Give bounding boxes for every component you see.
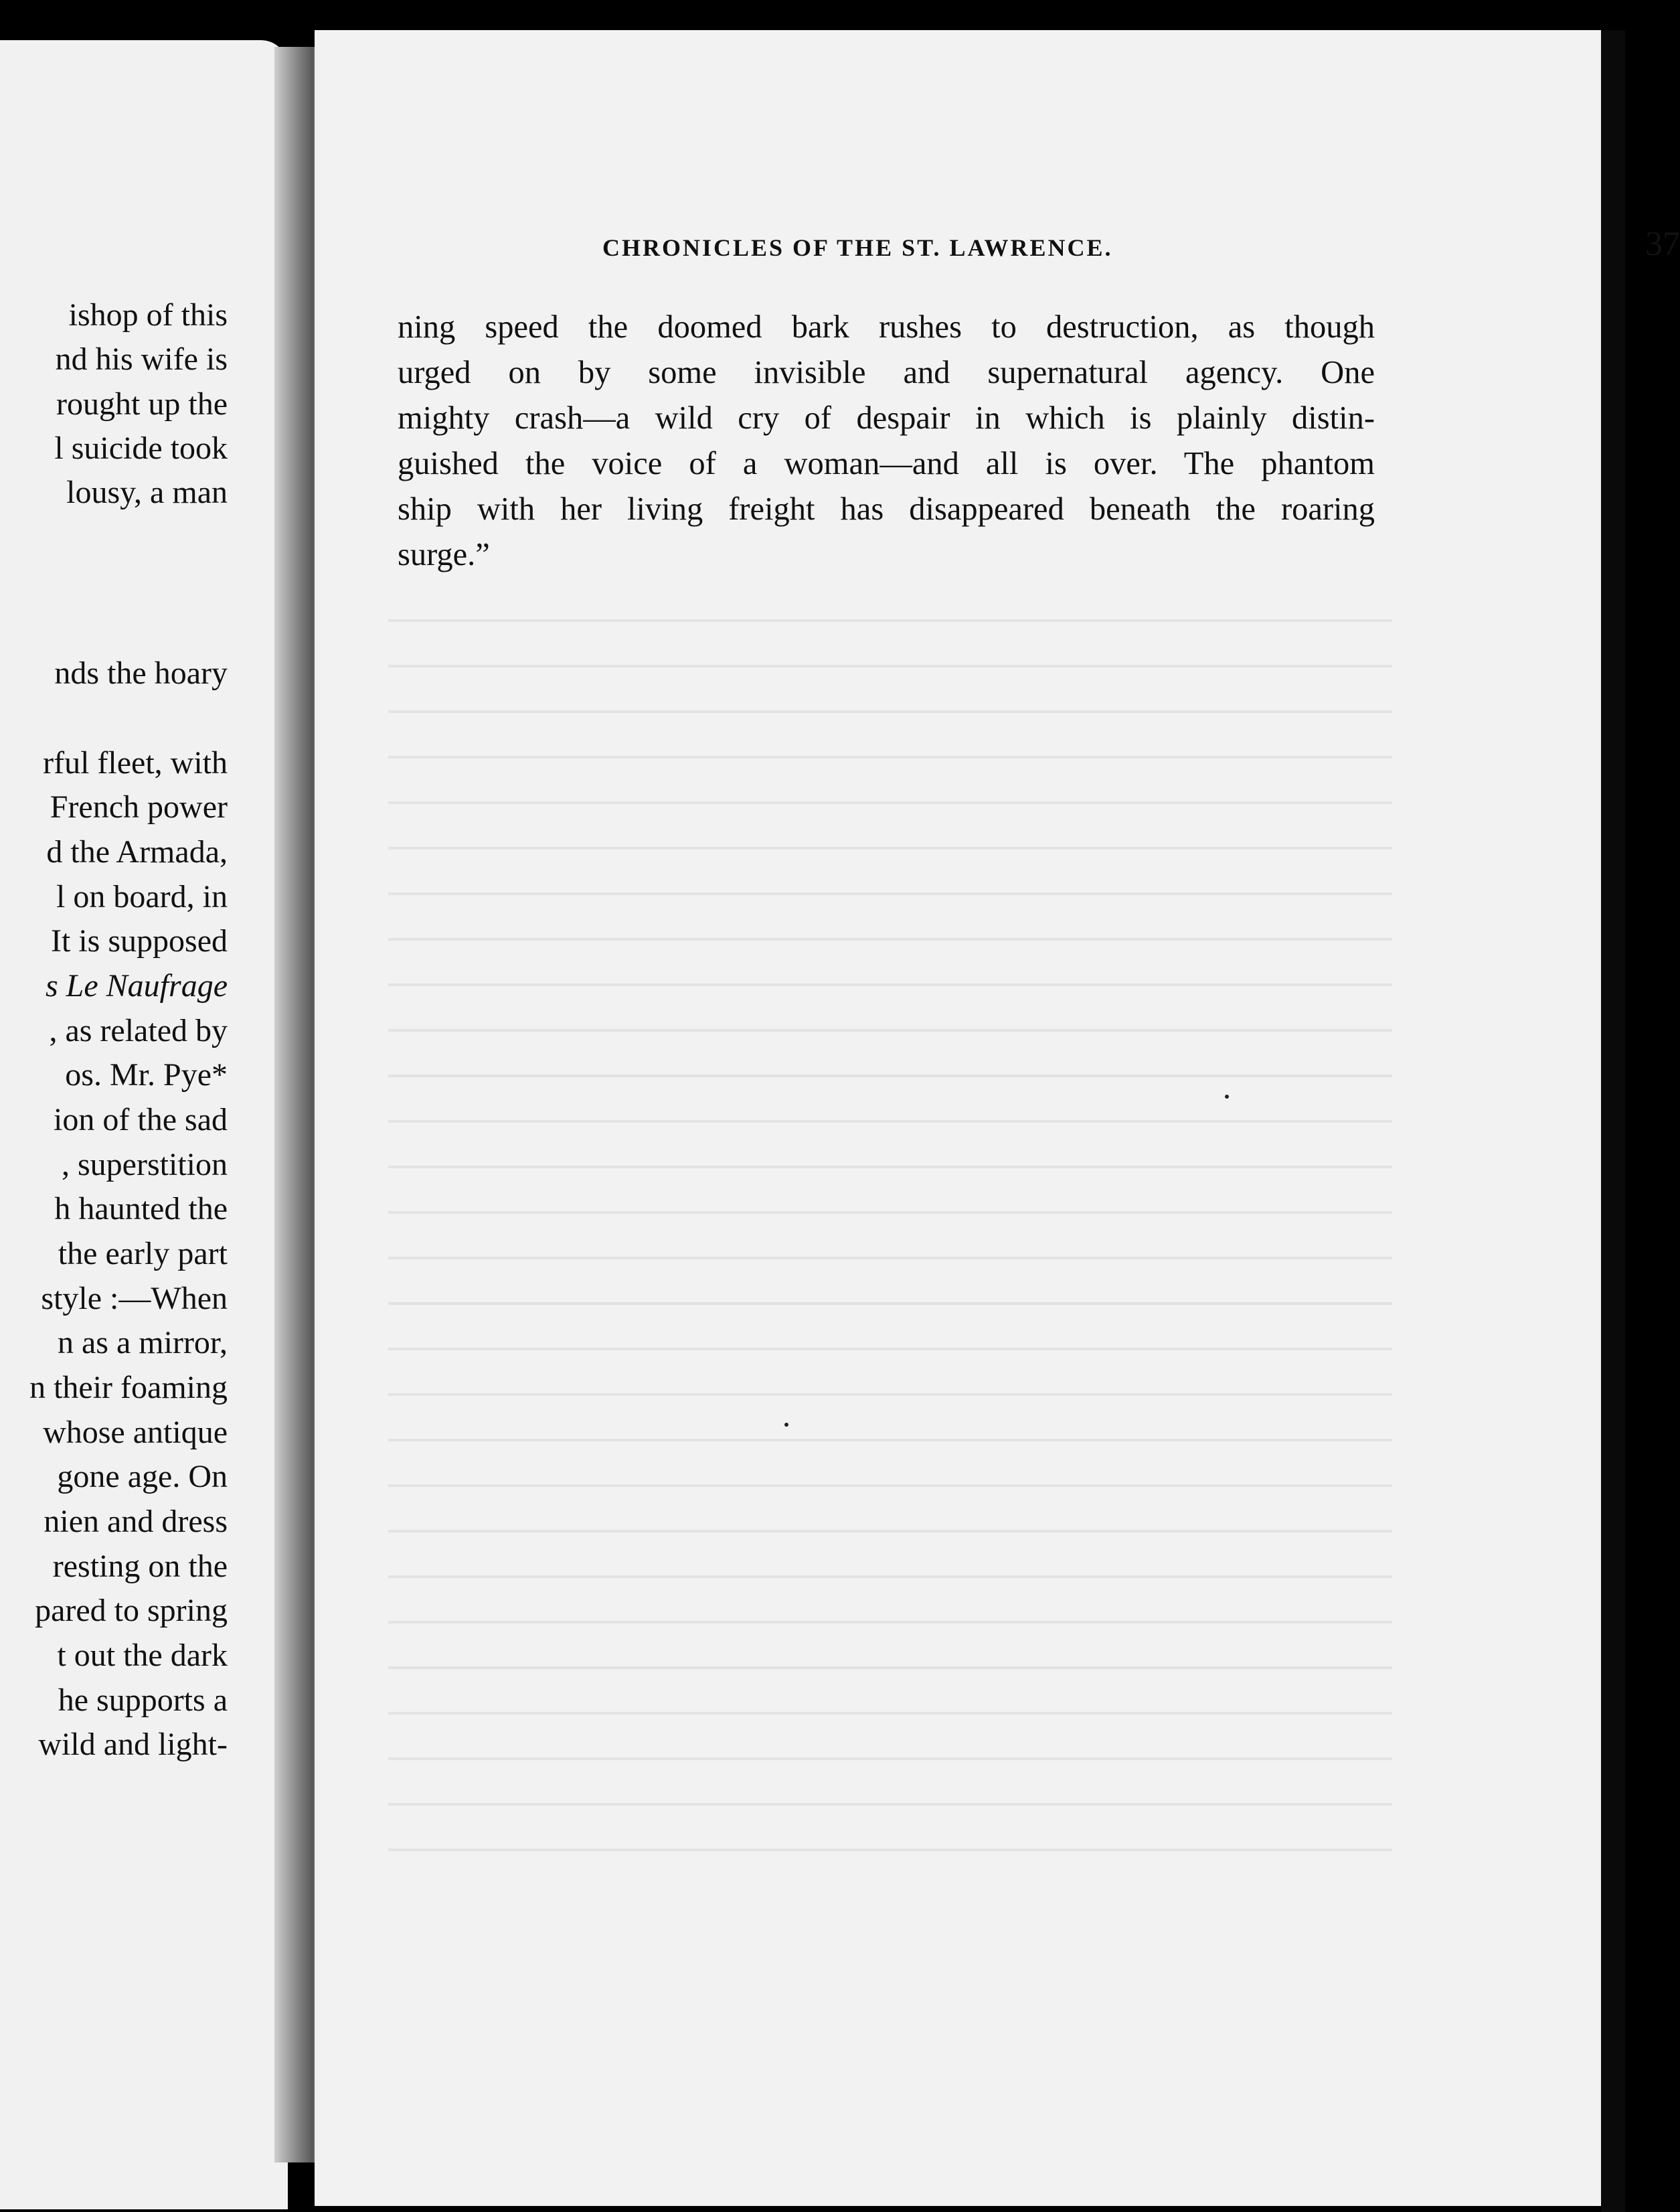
right-page [315,30,1680,2206]
left-page-line: , superstition [62,1147,228,1182]
page-number: 37 [1645,225,1680,263]
left-page-line: h haunted the [54,1191,228,1227]
body-text [398,305,1375,578]
left-page-line: It is supposed [51,923,228,959]
show-through-texture [388,619,1392,1958]
left-page-line: whose antique [43,1415,228,1450]
body-line: mighty crash—a wild cry of despair in which is plainly distin- [398,400,1375,436]
left-page-line: ishop of this [68,297,228,333]
speck [784,1423,788,1427]
page-edge [1601,30,1625,2212]
speck [1225,1095,1229,1099]
running-head [602,224,1680,278]
left-page-line: nien and dress [44,1504,228,1539]
left-page-line: gone age. On [57,1459,228,1494]
left-page-line: style :—When [41,1281,228,1316]
left-page-line: ion of the sad [54,1102,228,1137]
left-page-line: s Le Naufrage [45,968,228,1004]
left-page-line: l on board, in [56,879,228,915]
left-page-line: pared to spring [35,1593,228,1628]
left-page-line: nd his wife is [55,341,228,377]
left-page-line: the early part [58,1236,228,1271]
left-page-line: rful fleet, with [43,745,228,781]
body-line: guished the voice of a woman—and all is over. The phantom [398,446,1375,481]
left-page-line: t out the dark [57,1638,228,1673]
left-page-line: d the Armada, [46,834,228,870]
body-line: ning speed the doomed bark rushes to destruction, as though [398,309,1375,345]
left-page-line: rought up the [56,386,228,422]
left-page-line: lousy, a man [66,475,228,510]
body-line: surge.” [398,537,490,572]
left-page-line: French power [50,789,228,825]
left-page-line: , as related by [49,1013,228,1048]
left-page-line: os. Mr. Pye* [65,1057,228,1093]
left-page-line: n as a mirror, [58,1325,228,1360]
left-page-line: wild and light- [38,1727,228,1762]
left-page [0,40,288,2209]
left-page-line: n their foaming [29,1370,228,1405]
body-line: urged on by some invisible and supernatural agency. One [398,355,1375,390]
left-page-line: he supports a [58,1682,228,1718]
left-page-line: nds the hoary [54,655,228,691]
left-page-line: resting on the [52,1549,228,1584]
left-page-line: l suicide took [54,430,228,466]
body-line: ship with her living freight has disappeared beneath the roaring [398,491,1375,527]
running-title: CHRONICLES OF THE ST. LAWRENCE. [602,234,1113,261]
